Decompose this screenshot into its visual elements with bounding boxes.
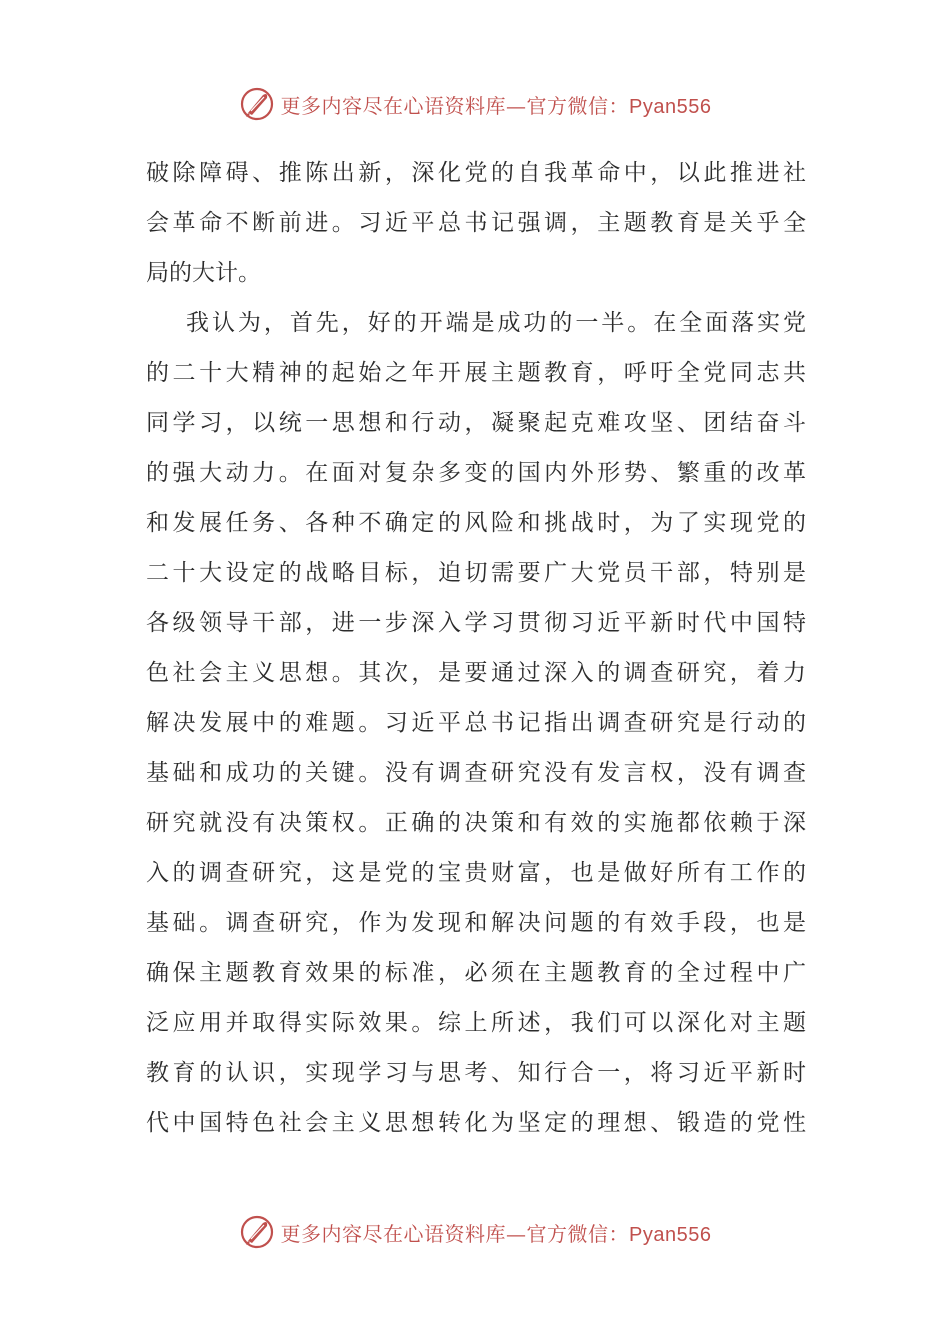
text-line: 教育的认识，实现学习与思考、知行合一，将习近平新时 <box>146 1060 806 1086</box>
text-line: 解决发展中的难题。习近平总书记指出调查研究是行动的 <box>146 710 806 736</box>
text-line: 色社会主义思想。其次，是要通过深入的调查研究，着力 <box>146 660 806 686</box>
text-line: 会革命不断前进。习近平总书记强调，主题教育是关乎全 <box>146 210 806 236</box>
banner-text: 更多内容尽在心语资料库—官方微信：Pyan556 <box>280 1221 712 1246</box>
text-line: 局的大计。 <box>146 260 261 286</box>
text-line: 基础和成功的关键。没有调查研究没有发言权，没有调查 <box>146 760 806 786</box>
text-line: 二十大设定的战略目标，迫切需要广大党员干部，特别是 <box>146 560 806 586</box>
header-banner <box>0 84 950 124</box>
text-line: 同学习，以统一思想和行动，凝聚起克难攻坚、团结奋斗 <box>146 410 806 436</box>
wechat-id: Pyan556 <box>629 95 712 118</box>
text-line: 我认为，首先，好的开端是成功的一半。在全面落实党 <box>186 310 806 336</box>
banner-text: 更多内容尽在心语资料库—官方微信：Pyan556 <box>280 93 712 118</box>
text-line: 各级领导干部，进一步深入学习贯彻习近平新时代中国特 <box>146 610 806 636</box>
text-line: 确保主题教育效果的标准，必须在主题教育的全过程中广 <box>146 960 806 986</box>
quill-pen-icon <box>239 1214 275 1250</box>
text-line: 的强大动力。在面对复杂多变的国内外形势、繁重的改革 <box>146 460 806 486</box>
quill-pen-icon <box>239 86 275 122</box>
text-line: 研究就没有决策权。正确的决策和有效的实施都依赖于深 <box>146 810 806 836</box>
text-line: 基础。调查研究，作为发现和解决问题的有效手段，也是 <box>146 910 806 936</box>
text-line: 的二十大精神的起始之年开展主题教育，呼吁全党同志共 <box>146 360 806 386</box>
text-line: 破除障碍、推陈出新，深化党的自我革命中，以此推进社 <box>146 160 806 186</box>
footer-banner <box>0 1212 950 1252</box>
text-line: 和发展任务、各种不确定的风险和挑战时，为了实现党的 <box>146 510 806 536</box>
text-line: 入的调查研究，这是党的宝贵财富，也是做好所有工作的 <box>146 860 806 886</box>
wechat-id: Pyan556 <box>629 1223 712 1246</box>
document-body <box>146 148 806 1148</box>
text-line: 泛应用并取得实际效果。综上所述，我们可以深化对主题 <box>146 1010 806 1036</box>
text-line: 代中国特色社会主义思想转化为坚定的理想、锻造的党性 <box>146 1110 806 1136</box>
